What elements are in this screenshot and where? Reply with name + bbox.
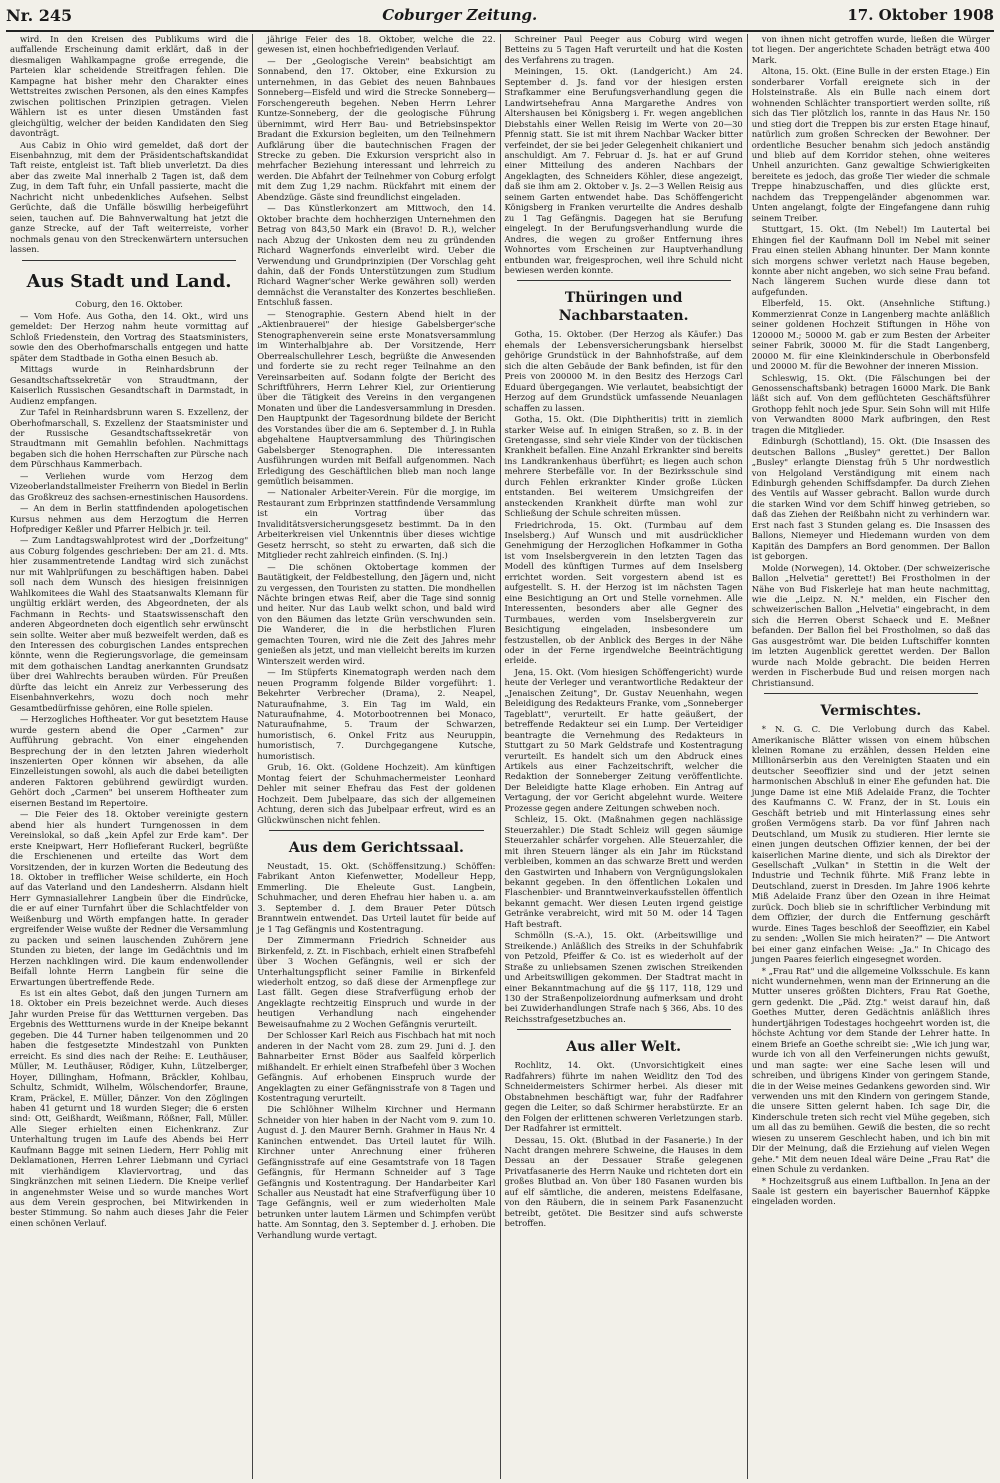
article-paragraph: Gotha, 15. Oktober. (Der Herzog als Käufer.) Das ehemals der Lebensversicherungsbank hierselbst gehörige Grundstück in der Bahnhofstraße, auf dem sich die alten Gebäude der Bank befinden, ist für den Preis von 200000 M. in den Besitz des Herzogs Carl Eduard übergegangen. Wie verlautet, beabsichtigt der Herzog auf dem Grundstück umfassende Neuanlagen schaffen zu lassen.: [504, 329, 743, 413]
article-paragraph: Zur Tafel in Reinhardsbrunn waren S. Exzellenz, der Oberhofmarschall, S. Exzellenz der Staatsminister und der Russische Gesandtschaftssekretär von Straudtmann mit Gemahlin befohlen. Nachmittags begaben sich die hohen Herrschaften zur Pürsche nach dem Pürschhaus Kammerbach.: [10, 407, 249, 470]
article-paragraph: Schreiner Paul Peeger aus Coburg wird wegen Betteins zu 5 Tagen Haft verurteilt und hat die Kosten des Verfahrens zu tragen.: [504, 34, 743, 65]
divider: [22, 260, 236, 261]
article-paragraph: Schleiz, 15. Okt. (Maßnahmen gegen nachlässige Steuerzahler.) Die Stadt Schleiz will gegen säumige Steuerzahler schärfer vorgehen. Alle Steuerzahler, die mit ihren Steuern länger als ein Jahr im Rückstand verbleiben, kommen an das schwarze Brett und werden den Gastwirten und Inhabern von Vergnügungslokalen bekannt gegeben. In den öffentlichen Lokalen und Flaschenbier- und Branntweinverkaufsstellen öffentlich bekannt gemacht. Wer diesen Leuten irgend geistige Getränke verabreicht, wird mit 50 M. oder 14 Tagen Haft bestraft.: [504, 814, 743, 929]
column-2: [252, 34, 499, 1479]
column-3: [500, 34, 747, 1479]
article-paragraph: — Im Stüpferts Kinematograph werden nach dem neuen Programm folgende Bilder vorgeführt: 1. Bekehrter Verbrecher (Drama), 2. Neapel, Naturaufnahme, 3. Ein Tag im Wald, ein Naturaufnahme, 4. Motorbootrennen bei Monaco, Naturaufnahme, 5. Traum der Schwarzen, humoristisch, 6. Onkel Fritz aus Neuruppin, humoristisch, 7. Durchgegangene Kutsche, humoristisch.: [257, 667, 496, 761]
column-1: [6, 34, 252, 1479]
divider: [764, 693, 978, 694]
column-2-court-articles: [257, 861, 495, 1240]
article-paragraph: Altona, 15. Okt. (Eine Bulle in der ersten Etage.) Ein sonderbarer Vorfall ereignete sich in der Holsteinstraße. Als ein Bulle nach einem dort wohnenden Schlächter transportiert werden sollte, riß sich das Tier plötzlich los, rannte in das Haus Nr. 150 und stieg dort die Treppen bis zur ersten Etage hinauf, natürlich zum großen Schrecken der Bewohner. Der ordentliche Besucher benahm sich jedoch anständig und blieb auf dem Korridor stehen, ohne weiteres Unheil anzurichten. Ganz gewaltige Schwierigkeiten bereitete es jedoch, das große Tier wieder die schmale Treppe hinabzuschaffen, und dies glückte erst, nachdem das Treppengeländer abgenommen war. Unten angelangt, folgte der Eingefangene dann ruhig seinem Treiber.: [751, 66, 990, 223]
section-title-gerichtssaal: Aus dem Gerichtssaal.: [288, 839, 464, 856]
article-paragraph: Friedrichroda, 15. Okt. (Turmbau auf dem Inselsberg.) Auf Wunsch und mit ausdrücklicher Genehmigung der Herzoglichen Hofkammer in Gotha ist vom Inselsbergverein in den letzten Tagen das Modell des künftigen Turmes auf dem Inselsberg errichtet worden. Seit vorgestern abend ist es aufgestellt. S. H. der Herzog ist im nächsten Tagen eine Besichtigung an Ort und Stelle vornehmen. Alle Interessenten, besonders aber alle Gegner des Turmbaues, werden vom Inselsbergverein zur Besichtigung eingeladen, insbesondere um festzustellen, ob der Anblick des Berges in der Nähe oder in der Ferne irgendwelche Beeinträchtigung erleide.: [504, 519, 743, 666]
article-paragraph: Mittags wurde in Reinhardsbrunn der Gesandtschaftssekretär von Straudtmann, der Kaiserlich Russischen Gesandtschaft in Darmstadt, in Audienz empfangen.: [10, 364, 249, 406]
article-paragraph: Grub, 16. Okt. (Goldene Hochzeit). Am künftigen Montag feiert der Schuhmachermeister Leonhard Dehler mit seiner Ehefrau das Fest der goldenen Hochzeit. Dem Jubelpaare, das sich der allgemeinen Achtung, deren sich das Jubelpaar erfreut, wird es an Glückwünschen nicht fehlen.: [257, 762, 496, 825]
article-paragraph: — Zum Landtagswahlprotest wird der „Dorfzeitung" aus Coburg folgendes geschrieben: Der am 21. d. Mts. hier zusammentretende Landtag wird sich zunächst nur mit Wahlprüfungen zu beschäftigen haben. Dabei soll nach dem Wunsch des hiesigen freisinnigen Wahlkomitees die Wahl des Staatsanwalts Klemann für ungültig erklärt werden, des Abgeordneten, der als Fachmann in Rechts- und Staatswissenschaft den anderen Abgeordneten doch eigentlich sehr erwünscht sein sollte. Weiter aber muß bezweifelt werden, daß es den Interessen des coburgischen Landes entsprechen könnte, wenn die Regierungsvorlage, die gemeinsam mit dem gothaischen Landtag anerkannten Grundsatz über drei Wahlrechts berauben würden. Für Preußen dürfte das leicht ein Anreiz zur Verbesserung des Eisenbahnverkehrs, wozu doch noch mehr Gesamtbedürfnisse gehören, eine Rolle spielen.: [10, 535, 249, 713]
article-paragraph: Meiningen, 15. Okt. (Landgericht.) Am 24. September d. Js. fand vor der hiesigen ersten Strafkammer eine Berufungsverhandlung gegen die Landwirtsehefrau Anna Margarethe Andres von Altershausen bei Königsberg i. Fr. wegen angeblichen Diebstahls einer Wellen Reisig im Werte von 20—30 Pfennig statt. Sie ist mit ihrem Nachbar Wacker bitter verfeindet, der sie bei jeder Gelegenheit chikaniert und anschuldigt. Am 7. Februar d. Js. hat er auf Grund einer Mitteilung des anderen Nachbars der Angeklagten, des Schneiders Köhler, diese angezeigt, daß sie ihm am 2. Oktober v. Js. 2—3 Wellen Reisig aus seinem Garten entwendet habe. Das Schöffengericht Königsberg in Franken verurteilte die Andres deshalb zu 1 Tag Gefängnis. Dagegen hat sie Berufung eingelegt. In der Berufungsverhandlung wurde die Andres, die wegen zu großer Entfernung ihres Wohnortes vom Erscheinen zur Hauptverhandlung entbunden war, freigesprochen, weil ihre Schuld nicht bewiesen werden konnte.: [504, 66, 743, 275]
article-paragraph: Edinburgh (Schottland), 15. Okt. (Die Insassen des deutschen Ballons „Busley" gerettet.) Der Ballon „Busley" erlangte Dienstag früh 5 Uhr nordwestlich von Helgoland Verständigung mit einem nach Edinburgh gehenden Schiffsdampfer. Da durch Ziehen des Ventils auf Wasser gebracht. Ballon wurde durch die starken Wind vor dem Schiff hinweg getrieben, so daß das Ziehen der Reißbahn nicht zu verhindern war. Erst nach fast 3 Stunden gelang es. Die Insassen des Ballons, Niemeyer und Hiedemann wurden von dem Kapitän des Dampfers an Bord genommen. Der Ballon ist geborgen.: [751, 436, 990, 562]
column-4-articles: [752, 34, 990, 688]
columns: [6, 34, 994, 1479]
dateline: Coburg, den 16. Oktober.: [75, 298, 183, 309]
article-paragraph: — Herzogliches Hoftheater. Vor gut besetztem Hause wurde gestern abend die Oper „Carmen" zur Aufführung gebracht. Von einer eingehenden Besprechung der in den letzten Jahren wiederholt inszenierten Oper können wir absehen, da alle Einzelleistungen sowohl, als auch die dabei beteiligten anderen Faktoren gebührend gewürdigt wurden. Gehört doch „Carmen" bei unserem Hoftheater zum eisernen Bestand im Repertoire.: [10, 714, 249, 808]
column-3-articles: [505, 34, 743, 275]
column-4: [747, 34, 994, 1479]
article-paragraph: Rochlitz, 14. Okt. (Unvorsichtigkeit eines Radfahrers) führte im nahen Weidlitz den Tod des Schneidermeisters Schirmer herbei. Als dieser mit Obstabnehmen beschäftigt war, fuhr der Radfahrer gegen die Leiter, so daß Schirmer herabstürzte. Er an den Folgen der erlittenen schweren Verletzungen starb. Der Radfahrer ist ermittelt.: [504, 1060, 743, 1134]
article-paragraph: — An dem in Berlin stattfindenden apologetischen Kursus nehmen aus dem Herzogtum die Herren Hofprediger Keßler und Pfarrer Helbich jr. teil.: [10, 503, 249, 535]
divider: [269, 830, 483, 831]
issue-number: Nr. 245: [6, 5, 73, 25]
section-title-stadt-und-land: Aus Stadt und Land.: [26, 270, 232, 292]
masthead: [6, 0, 994, 32]
article-paragraph: Elberfeld, 15. Okt. (Ansehnliche Stiftung.) Kommerzienrat Conze in Langenberg machte anläßlich seiner goldenen Hochzeit Stiftungen in Höhe von 120000 M.; 50000 M. gab er zum Besten der Arbeiter seiner Fabrik, 30000 M. für die Stadt Langenberg, 20000 M. für eine Kleinkinderschule in Oberbonsfeld und 20000 M. für die Bewohner der inneren Mission.: [751, 298, 990, 372]
article-paragraph: — Der „Geologische Verein" beabsichtigt am Sonnabend, den 17. Oktober, eine Exkursion zu unternehmen, in das Gebiet des neuen Bahnbaues Sonneberg—Eisfeld und wird die Strecke Sonneberg—Forschengereuth begehen. Neben Herrn Lehrer Kuntze-Sonneberg, der die geologische Führung übernimmt, wird Herr Bau- und Betriebsinspektor Bradant die Exkursion begleiten, um den Teilnehmern Aufklärung über die bautechnischen Fragen der Strecke zu geben. Die Exkursion verspricht also in mehrfacher Beziehung interessant und lehrreich zu werden. Die Abfahrt der Teilnehmer von Coburg erfolgt mit dem Zug 1,29 nachm. Rückfahrt mit einem der Abendzüge. Gäste sind freundlichst eingeladen.: [257, 55, 496, 202]
paper-title: Coburger Zeitung.: [382, 6, 538, 24]
section-title-vermischtes: Vermischtes.: [820, 703, 922, 720]
article-paragraph: — Die Feier des 18. Oktober vereinigte gestern abend hier als hundert Turngenossen in dem Vereinslokal, so daß „kein Apfel zur Erde kam". Der erste Kneipwart, Herr Hoflieferant Ruckerl, begrüßte die Erschienenen und erteilte das Wort dem Vorsitzenden, der in kurzen Worten die Bedeutung des 18. Oktober in trefflicher Weise schilderte, ein Hoch auf das Vaterland und den Landesherrn. Alsdann hielt Herr Gymnasiallehrer Langbein über die Eindrücke, die er auf einer Turnfahrt über die Schlachtfelder von Weißenburg und Wörth empfangen hatte. In gerader ergreifender Weise wußte der Redner die Versammlung zu packen und seinen lauschenden Zuhörern jene Stunden zu bieten, der lange im Gedächtnis und im Herzen nachklingen wird. Die kaum endenwollender Beifall lohnte Herrn Langbein für seine die Erwartungen übertreffende Rede.: [10, 809, 249, 987]
article-paragraph: von ihnen nicht getroffen wurde, ließen die Würger tot liegen. Der angerichtete Schaden beträgt etwa 400 Mark.: [751, 34, 990, 65]
article-paragraph: * „Frau Rat" und die allgemeine Volksschule. Es kann nicht wundernehmen, wenn man der Erinnerung an die Mutter unseres größten Dichters, Frau Rat Goethe, gern gedenkt. Die „Päd. Ztg." weist darauf hin, daß Goethes Mutter, deren Gedächtnis anläßlich ihres hundertjährigen Todestages hochgeehrt worden ist, die höchste Achtung vor dem Stande der Lehrer hatte. In einem Briefe an Goethe schreibt sie: „Wie ich jung war, wurde ich von all den Verfeinerungen nichts gewußt, und man sagte: wer eine Sache lesen will und schreiben, und übrigens Kinder von geringem Stande, die in der Weise meines Gedankens geworden sind. Wir verwenden uns mit den Kindern von geringem Stande, die unsere Sitten gelernt haben. Ich sage Dir, die Kinderschule treten sich recht viel Mühe gegeben, sich um all das zu bemühen. Gewiß die besten, die so recht wiesen zu unserem Geschlecht haben, und ich bin mit Dir der Meinung, daß die Erziehung auf vielen Wegen gehe." Mit dem neuen Ideal wäre Deine „Frau Rat" die einen Schule zu verdanken.: [751, 965, 990, 1175]
article-paragraph: — Nationaler Arbeiter-Verein. Für die morgige, im Restaurant zum Erbprinzen stattfindende Versammlung ist ein Vortrag über das Invaliditätsversicherungsgesetz bestimmt. Da in den Arbeiterkreisen viel Unkenntnis über dieses wichtige Gesetz herrscht, so steht zu erwarten, daß sich die Mitglieder recht zahlreich einfinden. (S. Inj.): [257, 487, 496, 561]
article-paragraph: jährige Feier des 18. Oktober, welche die 22. gewesen ist, einen hochbefriedigenden Verlauf.: [257, 34, 496, 55]
column-4-misc-articles: [752, 724, 990, 1207]
divider: [517, 280, 731, 281]
article-paragraph: Schmölln (S.-A.), 15. Okt. (Arbeitswillige und Streikende.) Anläßlich des Streiks in der Schuhfabrik von Petzold, Pfeiffer & Co. ist es wiederholt auf der Straße zu unliebsamen Szenen zwischen Streikenden und Arbeitswilligen gekommen. Der Stadtrat macht in einer Bekanntmachung auf die §§ 117, 118, 129 und 130 der Straßenpolizeiordnung aufmerksam und droht bei Zuwiderhandlungen Strafe nach § 366, Abs. 10 des Reichsstrafgesetzbuches an.: [504, 930, 743, 1024]
column-3-regional-articles: [505, 329, 743, 1024]
article-paragraph: Dessau, 15. Okt. (Blutbad in der Fasanerie.) In der Nacht drangen mehrere Schweine, die Hauses in dem Dessau an der Dessauer Straße gelegenen Privatfasanerie des Herrn Nauke und richteten dort ein großes Blutbad an. Von über 180 Fasanen wurden bis auf elf sämtliche, die anderen, meistens Edelfasane, von den Räubern, die in seinem Park Fasanenzucht betreibt, getötet. Die Besitzer sind aufs schwerste betroffen.: [504, 1134, 743, 1229]
article-paragraph: wird. In den Kreisen des Publikums wird die auffallende Erscheinung damit erklärt, daß in der diesmaligen Wahlkampagne große erregende, die Parteien klar scheidende Streitfragen fehlen. Die Kampagne hat bisher mehr den Charakter eines Wettstreites zwischen Personen, als den eines Kampfes zwischen politischen Prinzipien getragen. Vielen Wählern ist es unter diesen Umständen fast gleichgültig, welcher der beiden Kandidaten den Sieg davonträgt.: [10, 34, 249, 139]
article-paragraph: — Verliehen wurde vom Herzog dem Vizeoberlandstallmeister Freiherrn von Biedel in Berlin das Großkreuz des sachsen-ernestinischen Hausordens.: [10, 470, 249, 502]
article-paragraph: * N. G. C. Die Verlobung durch das Kabel. Amerikanische Blätter wissen von einem hübschen kleinen Romane zu erzählen, dessen Helden eine Millionärserbin aus den Vereinigten Staaten und ein deutscher Seeoffizier sind und der jetzt seinen harmonischen Abschluß in einer Ehe gefunden hat. Die junge Dame ist eine Miß Adelaide Franz, die Tochter des Kaufmanns C. W. Franz, der in St. Louis ein Geschäft betrieb und mit Hinterlassung eines sehr großen Vermögens starb. Da vor fünf Jahren nach Deutschland, um Musik zu studieren. Hier lernte sie einen jungen deutschen Offizier kennen, der bei der kaiserlichen Marine diente, und sich als Direktor der Gesellschaft „Vulkan" in Stettin in die Welt der Industrie und Technik führte. Miß Franz lebte in Deutschland, zuerst in Dresden. Im Jahre 1906 kehrte Miß Adelaide Franz über den Ozean in ihre Heimat zurück. Doch blieb sie in schriftlicher Verbindung mit dem Offizier, der durch die Entfernung geschärft wurde. Eines Tages beschloß der Seeoffizier, ein Kabel zu senden: „Wollen Sie mich heiraten?" — Die Antwort bei einer ganz einfachen Weise: „Ja." In Chicago des jungen Paares feierlich eingesegnet worden.: [751, 724, 990, 965]
article-paragraph: * Hochzeitsgruß aus einem Luftballon. In Jena an der Saale ist gestern ein bayerischer Bauernhof Käppke eingeladen worden.: [751, 1175, 990, 1207]
article-paragraph: — Stenographie. Gestern Abend hielt in der „Aktienbrauerei" der hiesige Gabelsberger'sche Stenographenverein seine erste Monatsversammlung im Winterhalbjahre ab. Der Vorsitzende, Herr Oberrealschullehrer Lesch, begrüßte die Anwesenden und forderte sie zu recht reger Teilnahme an den Vereinsarbeiten auf. Sodann folgte der Bericht des Schriftführers, Herrn Lehrer Kiel, zur Orientierung über die Tätigkeit des Vereins in den vergangenen Monaten und über die Landesversammlung in Dresden. Den Hauptpunkt der Tagesordnung bildete der Bericht des Vorstandes über die am 6. September d. J. in Ruhla abgehaltene Hauptversammlung des Thüringischen Gabelsberger Stenographen. Die interessanten Ausführungen wurden mit Beifall aufgenommen. Nach Erledigung des Geschäftlichen blieb man noch lange gemütlich beisammen.: [257, 308, 496, 487]
article-paragraph: Molde (Norwegen), 14. Oktober. (Der schweizerische Ballon „Helvetia" gerettet!) Bei Frostholmen in der Nähe von Bud Fiskerleje hat man heute nachmittag, wie die „Leipz. N. N." melden, ein Fischer den schweizerischen Ballon „Helvetia" eingebracht, in dem sich die Herren Oberst Schaeck und E. Meßner befanden. Der Ballon fiel bei Frostholmen, so daß das Gas ausgeströmt war. Die beiden Luftschiffer konnten im letzten Augenblick gerettet werden. Der Ballon wurde nach Molde gebracht. Die beiden Herren werden in Fischerbude Bud und reisen morgen nach Christiansund.: [751, 562, 990, 688]
article-paragraph: Der Zimmermann Friedrich Schneider aus Birkenfeld, z. Zt. in Fischbach, erhielt einen Strafbefehl über 3 Wochen Gefängnis, weil er sich der Unterhaltungspflicht seiner Familie in Birkenfeld wiederholt entzog, so daß diese der Armenpflege zur Last fällt. Gegen diese Strafverfügung erhob der Angeklagte rechtzeitig Einspruch und wurde in der heutigen Verhandlung nach eingehender Beweisaufnahme zu 2 Wochen Gefängnis verurteilt.: [257, 935, 496, 1029]
article-paragraph: — Das Künstlerkonzert am Mittwoch, den 14. Oktober brachte dem hochherzigen Unternehmen den Betrag von 843,50 Mark ein (Bravo! D. R.), welcher nach Abzug der Unkosten dem neu zu gründenden Richard Wagnerfonds einverleibt wird. Ueber die Verwendung und Grundprinzipien (Der Vorschlag geht dahin, daß der Fonds Unterstützungen zum Studium Richard Wagner'scher Werke gewähren soll) werden demnächst die Veranstalter des Konzertes beschließen. Entschluß fassen.: [257, 203, 496, 308]
section-title-thueringen: Thüringen und Nachbarstaaten.: [558, 290, 689, 325]
article-paragraph: Stuttgart, 15. Okt. (Im Nebel!) Im Lautertal bei Ehingen fiel der Kaufmann Doll im Nebel mit seiner Frau einen steilen Abhang hinunter. Der Mann konnte sich morgens schwer verletzt nach Hause begeben, konnte aber nicht angeben, wo sich seine Frau befand. Nach längerem Suchen wurde diese dann tot aufgefunden.: [751, 224, 990, 297]
article-paragraph: Es ist ein altes Gebot, daß den jungen Turnern am 18. Oktober ein Preis bezeichnet werde. Auch dieses Jahr wurden Preise für das Wettturnen vergeben. Das Ergebnis des Wettturnens wurde in der Kneipe bekannt gegeben. Die 44 Turner haben teilgenommen und 20 haben die festgesetzte Mindestzahl von Punkten erreicht. Es sind dies nach der Reihe: E. Leuthäuser, Müller, M. Leuthäuser, Rödiger, Kuhn, Lützelberger, Hoyer, Dillingham, Hofmann, Bräckler, Kohlbau, Schultz, Schmidt, Wilhelm, Wölschendorfer, Braune, Kram, Präckel, E. Müller, Dänzer. Von den Zöglingen haben 41 geturnt und 18 wurden Sieger; die 6 ersten sind: Ott, Geißhardt, Weißmann, Rößner, Fall, Müller. Alle Sieger erhielten einen Eichenkranz. Zur Unterhaltung trugen im Laufe des Abends bei Herr Kaufmann Bagge mit seinen Liedern, Herr Pohlig mit Deklamationen, Herren Lehrer Liebmann und Cyriaci mit vierhändigem Klaviervortrag, und das Singkränzchen mit seinen Liedern. Die Kneipe verlief in angenehmster Weise und so wurde manches Wort aus dem Verein gesprochen, bei Mitwirkenden in bester Stimmung. So nahm auch dieses Jahr die Feier einen schönen Verlauf.: [10, 987, 249, 1228]
article-paragraph: Schleswig, 15. Okt. (Die Fälschungen bei der Genossenschaftsbank) betragen 16000 Mark. Die Bank läßt sich auf. Von dem geflüchteten Geschäftsführer Grothopp fehlt noch jede Spur. Sein Sohn will mit Hilfe von Verwandten 8000 Mark aufbringen, den Rest tragen die Mitglieder.: [751, 372, 990, 435]
section-title-aller-welt: Aus aller Welt.: [566, 1039, 682, 1056]
article-paragraph: — Vom Hofe. Aus Gotha, den 14. Okt., wird uns gemeldet: Der Herzog nahm heute vormittag auf Schloß Friedenstein, den Vortrag des Staatsministers, sowie den des Oberhofmarschalls entgegen und hatte später dem Stadtbade in Gotha einen Besuch ab.: [10, 310, 249, 363]
article-paragraph: Jena, 15. Okt. (Vom hiesigen Schöffengericht) wurde heute der Verleger und verantwortliche Redakteur der „Jenaischen Zeitung", Dr. Gustav Neuenhahn, wegen Beleidigung des Redakteurs Franke, vom „Sonneberger Tageblatt", verurteilt. Er hatte geäußert, der betreffende Redakteur sei ein Lump. Der Verteidiger beantragte die Vernehmung des Redakteurs in Stuttgart zu 50 Mark Geldstrafe und Kostentragung verurteilt. Es handelt sich um den Abdruck eines Artikels aus einer Fachzeitschrift, welcher die Redaktion der Sonneberger Zeitung veröffentlichte. Der Beleidigte hatte Klage erhoben. Ein Antrag auf Vertagung, der vor Gericht abgelehnt wurde. Weitere Prozesse gegen andere Zeitungen schweben noch.: [504, 666, 743, 813]
article-paragraph: Die Schlöhner Wilhelm Kirchner und Hermann Schneider von hier haben in der Nacht vom 9. zum 10. August d. J. den Maurer Bernh. Grahmer in Haus Nr. 4 Kaninchen entwendet. Das Urteil lautet für Wilh. Kirchner unter Anrechnung einer früheren Gefängnisstrafe auf eine Gesamtstrafe von 18 Tagen Gefängnis, für Hermann Schneider auf 3 Tage Gefängnis und Kostentragung. Der Handarbeiter Karl Schaller aus Neustadt hat eine Strafverfügung über 10 Tage Gefängnis, weil er zum wiederholten Male betrunken unter lautem Lärmen und Schimpfen verübt hatte. Am Sonntag, den 3. September d. J. erhoben. Die Verhandlung wurde vertagt.: [257, 1104, 496, 1240]
article-paragraph: Der Schlosser Karl Reich aus Fischbach hat mit noch anderen in der Nacht vom 28. zum 29. Juni d. J. den Bahnarbeiter Ernst Böder aus Saalfeld körperlich mißhandelt. Er erhielt einen Strafbefehl über 3 Wochen Gefängnis. Auf erhobenen Einspruch wurde der Angeklagten zu einer Gefängnisstrafe von 8 Tagen und Kostentragung verurteilt.: [257, 1030, 496, 1103]
column-3-world-articles: [505, 1060, 743, 1228]
divider: [517, 1029, 731, 1030]
column-1-intro: [10, 34, 248, 255]
article-paragraph: Aus Cabiz in Ohio wird gemeldet, daß dort der Eisenbahnzug, mit dem der Präsidentschaftskandidat Taft reiste, entgleist ist. Taft blieb unverletzt. Da dies aber das zweite Mal innerhalb 2 Tagen ist, daß dem Zug, in dem Taft fuhr, ein Unfall passierte, macht die Nachricht nicht unbedenkliches Aufsehen. Selbst Gerüchte, daß die Unfälle böswillig herbeigeführt seien, tauchen auf. Die Bahnverwaltung hat jetzt die ganze Strecke, auf der Taft weiterreiste, vorher nochmals genau von den Streckenwärtern untersuchen lassen.: [10, 139, 249, 255]
article-paragraph: — Die schönen Oktobertage kommen der Bautätigkeit, der Feldbestellung, den Jägern und, nicht zu vergessen, den Touristen zu statten. Die mondhellen Nächte bringen etwas Reif, aber die Tage sind sonnig und heiter. Nur das Laub welkt schon, und bald wird von den Bäumen das letzte Grün verschwunden sein. Die Wanderer, die in die herbstlichen Fluren gemachten Touren, wird nie die Zeit des Jahres mehr genießen als jetzt, und man vielleicht bereits im kurzen Winterszeit werden wird.: [257, 561, 496, 666]
issue-date: 17. Oktober 1908: [847, 6, 994, 24]
column-2-articles: [257, 34, 495, 825]
article-paragraph: Neustadt, 15. Okt. (Schöffensitzung.) Schöffen: Fabrikant Anton Kiefenwetter, Modelleur Hepp, Emmerling. Die Eheleute Gust. Langbein, Schuhmacher, und deren Ehefrau hier haben u. a. am 3. September d. J. dem Brauer Peter Dütsch Branntwein entwendet. Das Urteil lautet für beide auf je 1 Tag Gefängnis und Kostentragung.: [257, 860, 496, 934]
column-1-articles: [10, 311, 248, 1228]
article-paragraph: Gotha, 15. Okt. (Die Diphtheritis) tritt in ziemlich starker Weise auf. In einigen Straßen, so z. B. in der Gretengasse, sind sehr viele Kinder von der tückischen Krankheit befallen. Eine Anzahl Erkrankter sind bereits ins Landkrankenhaus überführt; es liegen auch schon mehrere Sterbefälle vor. In der Bezirksschule sind durch Fehlen erkrankter Kinder große Lücken entstanden. Bei weiterem Umsichgreifen der ansteckenden Krankheit dürfte man wohl zur Schließung der Schule schreiten müssen.: [504, 414, 743, 519]
